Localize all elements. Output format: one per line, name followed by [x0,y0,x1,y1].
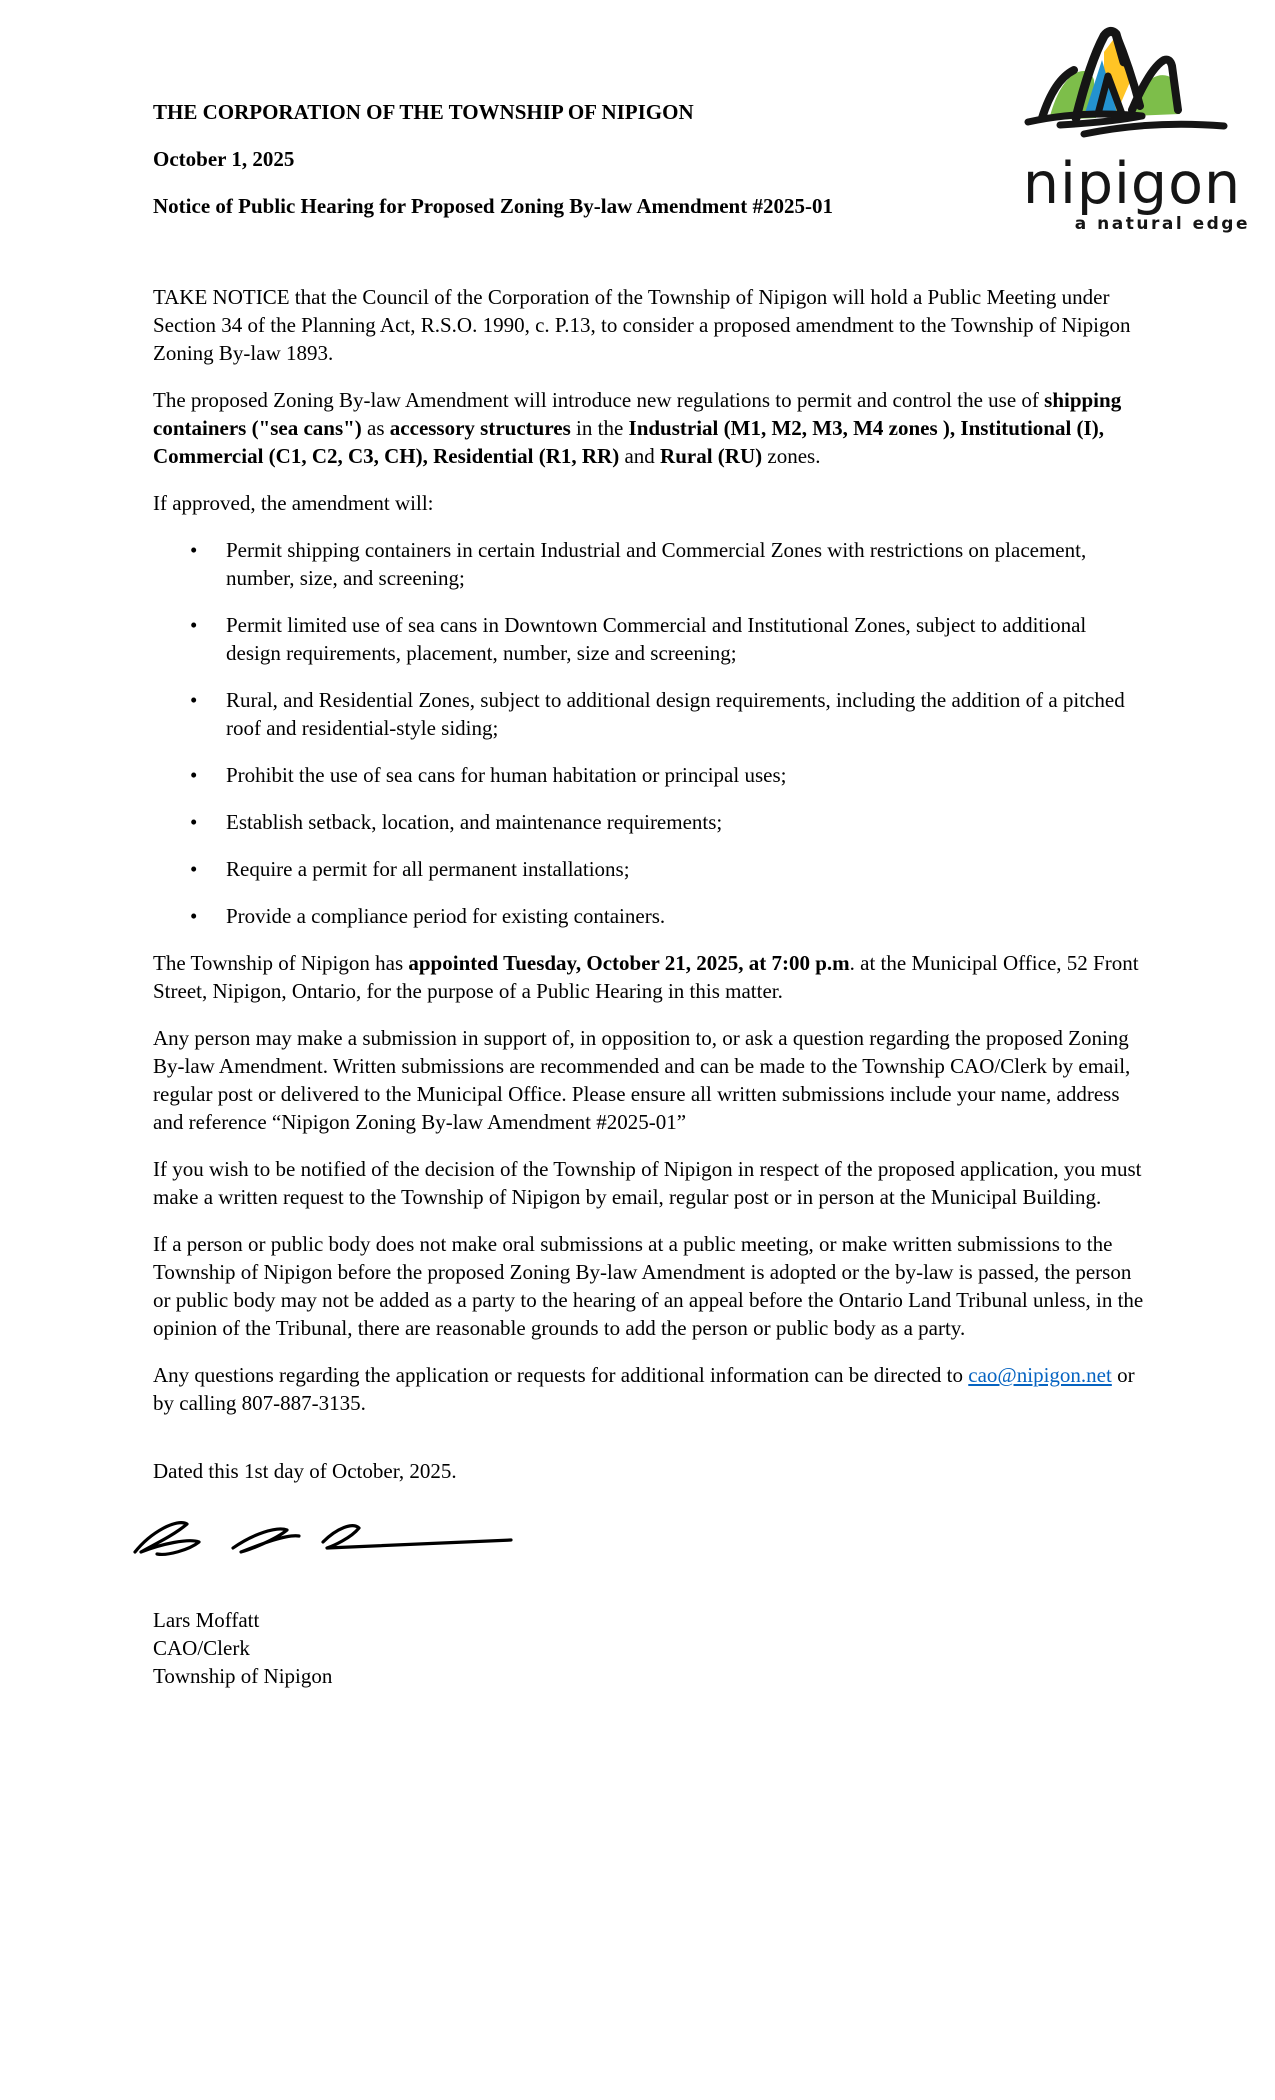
text-run: shipping containers ("sea cans") [153,388,1122,440]
paragraph-proposed-amendment [153,386,1145,470]
bullet-item: • Provide a compliance period for existing containers. [226,902,1145,930]
text-run: The proposed Zoning By-law Amendment will introduce new regulations to permit and control the use of [153,388,1045,412]
signature-image [129,1504,1145,1576]
paragraph-if-approved [153,489,1145,517]
text-run: zones. [762,444,821,468]
bullet-item: • Establish setback, location, and maintenance requirements; [226,808,1145,836]
signer-name: Lars Moffatt [153,1608,260,1632]
paragraph-contact [153,1361,1145,1417]
letter-content [153,98,1145,1690]
paragraph-appeal-rights [153,1230,1145,1342]
text-run: Rural (RU) [660,444,763,468]
amendment-bullet-list [153,536,1145,930]
org-name: THE CORPORATION OF THE TOWNSHIP OF NIPIGON [153,100,694,124]
text-run: in the [570,416,629,440]
text-run: If a person or public body does not make oral submissions at a public meeting, or make written submissions to the Township of Nipigon before the proposed Zoning By-law Amendment is adopted or the by-law is passed, the person or public body may not be added as a party to the hearing of an appeal before the Ontario Land Tribunal unless, in the opinion of the Tribunal, there are reasonable grounds to add the person or public body as a party. [153,1232,1144,1340]
text-run: accessory structures [389,416,571,440]
signer-title: CAO/Clerk [153,1636,250,1660]
text-run: The Township of Nipigon has [153,951,409,975]
paragraph-hearing-appointment [153,949,1145,1005]
text-run: appointed Tuesday, October 21, 2025, at 7:00 p.m [408,951,850,975]
text-run: or by calling 807-887-3135. [153,1363,1135,1415]
paragraph-submissions [153,1024,1145,1136]
text-run: Institutional (I), Commercial (C1, C2, C3, CH), Residential (R1, RR) [153,416,1104,468]
signature-block [153,1606,1145,1690]
email-link[interactable]: cao@nipigon.net [968,1363,1112,1387]
bullet-item: • Prohibit the use of sea cans for human habitation or principal uses; [226,761,1145,789]
text-run: as [361,416,390,440]
paragraph-decision-notification [153,1155,1145,1211]
date-line: October 1, 2025 [153,147,295,171]
text-run: If approved, the amendment will: [153,491,434,515]
signer-org: Township of Nipigon [153,1664,333,1688]
dated-line: Dated this 1st day of October, 2025. [153,1459,457,1483]
bullet-item: • Require a permit for all permanent installations; [226,855,1145,883]
text-run: Any questions regarding the application or requests for additional information can be directed to [153,1363,969,1387]
logo-wordmark: nipigon [1022,151,1242,217]
paragraph-take-notice [153,283,1145,367]
bullet-item: • Rural, and Residential Zones, subject to additional design requirements, including the addition of a pitched roof and residential-style siding; [226,686,1145,742]
notice-title: Notice of Public Hearing for Proposed Zoning By-law Amendment #2025-01 [153,194,833,218]
text-run: Industrial (M1, M2, M3, M4 zones ), [628,416,956,440]
text-run: Any person may make a submission in support of, in opposition to, or ask a question regarding the proposed Zoning By-law Amendment. Written submissions are recommended and can be made to the Township CAO/Clerk by email, regular post or delivered to the Municipal Office. Please ensure all written submissions include your name, address and reference “Nipigon Zoning By-law Amendment #2025-01” [153,1026,1131,1134]
text-run: TAKE NOTICE that the Council of the Corporation of the Township of Nipigon will hold a Public Meeting under Section 34 of the Planning Act, R.S.O. 1990, c. P.13, to consider a proposed amendment to the Township of Nipigon Zoning By-law 1893. [153,285,1131,365]
logo-tagline: a natural edge [1074,214,1250,233]
text-run: If you wish to be notified of the decision of the Township of Nipigon in respect of the proposed application, you must make a written request to the Township of Nipigon by email, regular post or in person at the Municipal Building. [153,1157,1142,1209]
text-run: and [619,444,661,468]
handwritten-signature-icon [129,1504,524,1568]
bullet-item: • Permit shipping containers in certain Industrial and Commercial Zones with restrictions on placement, number, size, and screening; [226,536,1145,592]
bullet-item: • Permit limited use of sea cans in Downtown Commercial and Institutional Zones, subject to additional design requirements, placement, number, size and screening; [226,611,1145,667]
text-run: . at the Municipal Office, 52 Front Street, Nipigon, Ontario, for the purpose of a Public Hearing in this matter. [153,951,1139,1003]
